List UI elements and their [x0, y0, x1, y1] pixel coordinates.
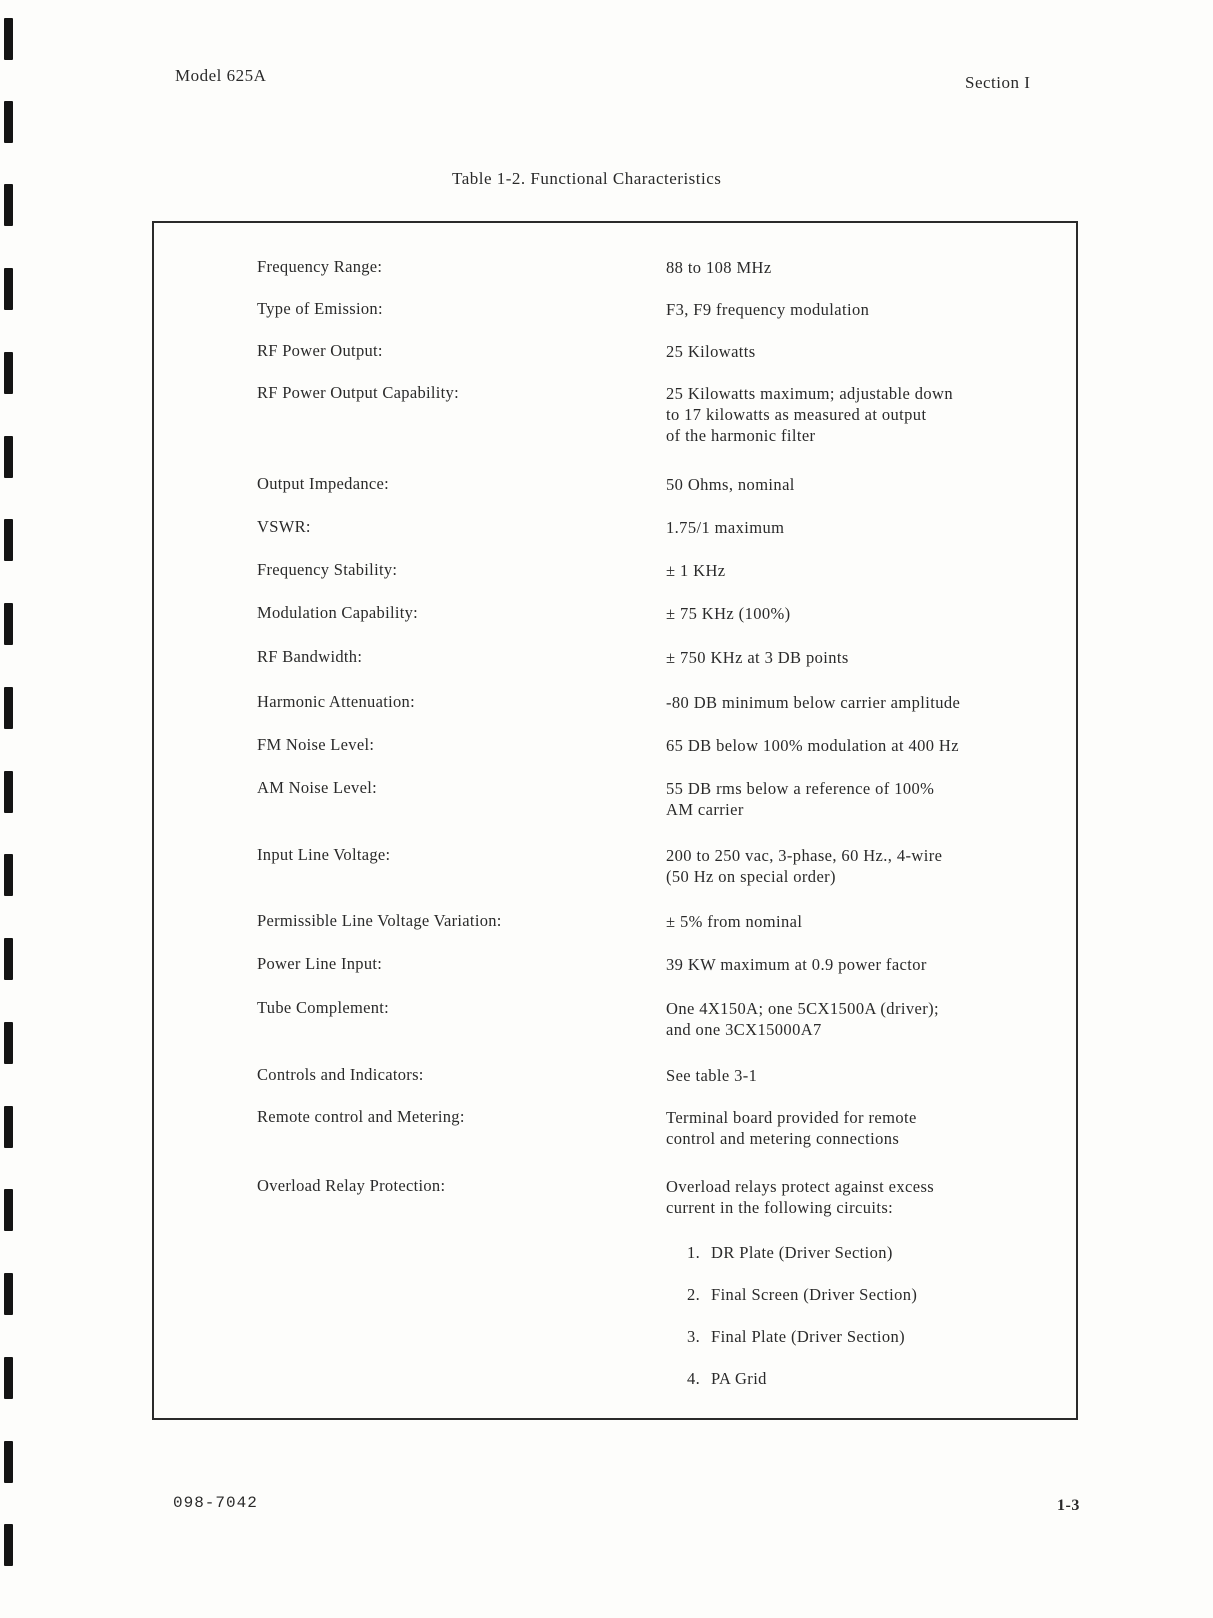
spec-table [152, 221, 1078, 1420]
binder-mark [4, 771, 13, 813]
spec-value-line: 55 DB rms below a reference of 100% [666, 779, 935, 798]
spec-label: Overload Relay Protection: [257, 1176, 446, 1195]
spec-value-line: of the harmonic filter [666, 426, 816, 445]
binder-mark [4, 1189, 13, 1231]
spec-label: Controls and Indicators: [257, 1065, 424, 1084]
binder-mark [4, 603, 13, 645]
binder-mark [4, 101, 13, 143]
overload-circuit-item [687, 1285, 917, 1305]
spec-value [666, 845, 1066, 887]
binder-mark [4, 268, 13, 310]
spec-value [666, 998, 1066, 1040]
binder-mark [4, 854, 13, 896]
binder-mark [4, 352, 13, 394]
list-number: 2. [687, 1285, 701, 1304]
spec-value [666, 560, 1066, 581]
spec-label: Input Line Voltage: [257, 845, 391, 864]
overload-circuit-item [687, 1327, 905, 1347]
binder-hole-marks [4, 0, 18, 1618]
spec-value [666, 778, 1066, 820]
binder-mark [4, 938, 13, 980]
spec-value [666, 1107, 1066, 1149]
list-number: 3. [687, 1327, 701, 1346]
list-text: DR Plate (Driver Section) [711, 1243, 893, 1262]
model-header: Model 625A [175, 66, 267, 85]
binder-mark [4, 519, 13, 561]
spec-value-line: Overload relays protect against excess [666, 1177, 935, 1196]
list-text: Final Plate (Driver Section) [711, 1327, 906, 1346]
spec-value-line: (50 Hz on special order) [666, 867, 836, 886]
spec-value-line: 39 KW maximum at 0.9 power factor [666, 955, 927, 974]
spec-value-line: One 4X150A; one 5CX1500A (driver); [666, 999, 939, 1018]
binder-mark [4, 1022, 13, 1064]
binder-mark [4, 1441, 13, 1483]
spec-value [666, 1176, 1066, 1218]
spec-value [666, 647, 1066, 668]
spec-value-line: current in the following circuits: [666, 1198, 894, 1217]
spec-value [666, 954, 1066, 975]
list-text: Final Screen (Driver Section) [711, 1285, 918, 1304]
spec-value-line: 25 Kilowatts maximum; adjustable down [666, 384, 954, 403]
binder-mark [4, 1524, 13, 1566]
page-number: 1-3 [1057, 1497, 1080, 1514]
binder-mark [4, 687, 13, 729]
spec-label: RF Power Output Capability: [257, 383, 459, 402]
spec-value-line: ± 1 KHz [666, 561, 726, 580]
spec-value-line: 65 DB below 100% modulation at 400 Hz [666, 736, 959, 755]
spec-value-line: See table 3-1 [666, 1066, 758, 1085]
spec-label: Modulation Capability: [257, 603, 419, 622]
list-number: 1. [687, 1243, 701, 1262]
overload-circuit-item [687, 1243, 893, 1263]
spec-value [666, 911, 1066, 932]
spec-label: Output Impedance: [257, 474, 390, 493]
spec-value-line: 88 to 108 MHz [666, 258, 772, 277]
spec-value [666, 474, 1066, 495]
table-title: Table 1-2. Functional Characteristics [452, 169, 722, 188]
spec-label: Tube Complement: [257, 998, 390, 1017]
spec-value-line: ± 750 KHz at 3 DB points [666, 648, 849, 667]
spec-value-line: 200 to 250 vac, 3-phase, 60 Hz., 4-wire [666, 846, 943, 865]
spec-value-line: AM carrier [666, 800, 744, 819]
document-number: 098-7042 [173, 1494, 258, 1512]
binder-mark [4, 436, 13, 478]
spec-label: Permissible Line Voltage Variation: [257, 911, 502, 930]
spec-value-line: Terminal board provided for remote [666, 1108, 917, 1127]
binder-mark [4, 18, 13, 60]
spec-label: AM Noise Level: [257, 778, 377, 797]
spec-value-line: and one 3CX15000A7 [666, 1020, 822, 1039]
spec-value-line: -80 DB minimum below carrier amplitude [666, 693, 961, 712]
spec-value-line: 25 Kilowatts [666, 342, 756, 361]
spec-label: VSWR: [257, 517, 311, 536]
spec-value-line: F3, F9 frequency modulation [666, 300, 870, 319]
spec-label: Harmonic Attenuation: [257, 692, 415, 711]
spec-label: Type of Emission: [257, 299, 383, 318]
spec-value [666, 341, 1066, 362]
binder-mark [4, 1273, 13, 1315]
spec-label: RF Power Output: [257, 341, 383, 360]
spec-value-line: control and metering connections [666, 1129, 900, 1148]
spec-value-line: ± 5% from nominal [666, 912, 803, 931]
spec-value-line: to 17 kilowatts as measured at output [666, 405, 927, 424]
spec-value [666, 517, 1066, 538]
spec-value [666, 1065, 1066, 1086]
spec-label: RF Bandwidth: [257, 647, 363, 666]
spec-value [666, 383, 1066, 446]
spec-label: Remote control and Metering: [257, 1107, 465, 1126]
spec-value [666, 603, 1066, 624]
spec-value-line: 50 Ohms, nominal [666, 475, 795, 494]
spec-label: Frequency Stability: [257, 560, 398, 579]
spec-value-line: 1.75/1 maximum [666, 518, 785, 537]
spec-label: FM Noise Level: [257, 735, 375, 754]
spec-value [666, 692, 1066, 713]
binder-mark [4, 1106, 13, 1148]
list-number: 4. [687, 1369, 701, 1388]
section-header: Section I [965, 73, 1031, 92]
overload-circuit-item [687, 1369, 767, 1389]
binder-mark [4, 1357, 13, 1399]
spec-label: Power Line Input: [257, 954, 383, 973]
spec-value [666, 257, 1066, 278]
spec-value [666, 735, 1066, 756]
list-text: PA Grid [711, 1369, 767, 1388]
spec-value-line: ± 75 KHz (100%) [666, 604, 791, 623]
binder-mark [4, 184, 13, 226]
spec-value [666, 299, 1066, 320]
spec-label: Frequency Range: [257, 257, 383, 276]
